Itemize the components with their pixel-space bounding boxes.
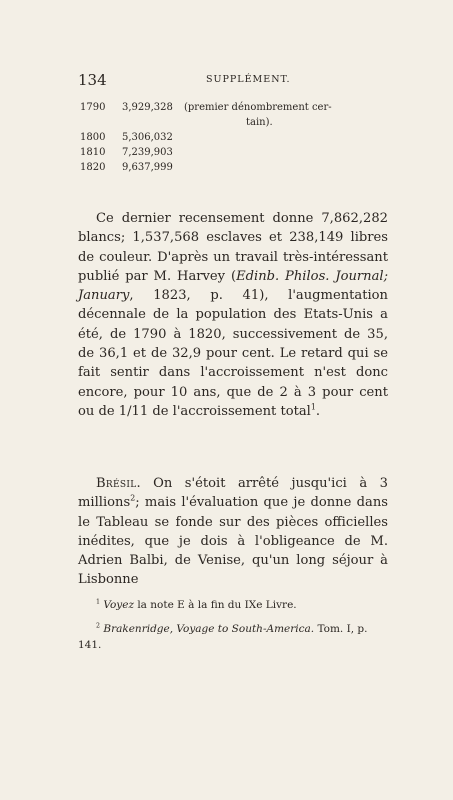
table-row [78, 115, 378, 130]
footnote-mark: 2 [96, 622, 101, 630]
footnote-text: la note E à la fin du IXe Livre. [133, 599, 297, 611]
value-cell: 7,239,903 [122, 147, 173, 158]
year-cell: 1810 [80, 147, 106, 158]
running-title: SUPPLÉMENT. [206, 74, 291, 85]
population-table [78, 100, 378, 175]
fraction: 1/11 [118, 403, 149, 419]
value-cell: 9,637,999 [122, 162, 173, 173]
footnote-italic: Brakenridge, Voyage to South-America. [103, 623, 315, 635]
page-number: 134 [78, 71, 107, 89]
year-cell: 1790 [80, 102, 106, 113]
table-row [78, 160, 378, 175]
paragraph-text: . [315, 403, 321, 419]
paragraph-text: , 1823, p. 41), l'augmentation décennale de la population des Etats-Unis a été, de 1790 à 1820, successivement de 35, de 36,1 et de 32,9 pour cent. Le retard qui se fait sentir dans l'accroissement n'est donc encore, pour 10 ans, que de 2 à 3 pour cent ou de [78, 288, 388, 419]
value-cell: 5,306,032 [122, 132, 173, 143]
page-header [78, 71, 388, 89]
paragraph-bresil [78, 474, 388, 590]
footnote-text: Tom. I, p. 141. [78, 623, 368, 651]
footnote-italic: Voyez [103, 599, 134, 611]
table-row [78, 130, 378, 145]
footnote-ref: 2 [130, 493, 136, 503]
paragraph-census [78, 209, 388, 421]
paragraph-text: Ce dernier recensement donne 7,862,282 blancs; 1,537,568 esclaves et 238,149 libres de couleur. D'après un travail très-intéressant publié par M. Harvey ( [78, 211, 388, 284]
footnote-mark: 1 [96, 598, 101, 606]
note-cell: (premier dénombrement cer- [184, 102, 332, 113]
paragraph-text: de l'accroissement total [148, 403, 311, 419]
paragraph-text: ; mais l'évaluation que je donne dans le Tableau se fonde sur des pièces officielles inédites, que je dois à l'obligeance de M. Adrien Balbi, de Venise, qu'un long séjour à Lisbonne [78, 495, 388, 588]
note-cell: tain). [246, 117, 273, 128]
table-row [78, 145, 378, 160]
year-cell: 1820 [80, 162, 106, 173]
journal-title: Edinb. Philos. Journal; January [78, 268, 389, 304]
year-cell: 1800 [80, 132, 106, 143]
value-cell: 3,929,328 [122, 102, 173, 113]
paragraph-text: . On s'étoit arrêté jusqu'ici à 3 millions [78, 476, 388, 511]
footnote [78, 621, 388, 653]
section-lead: Brésil [96, 476, 137, 491]
footnote-ref: 1 [310, 402, 316, 412]
table-row [78, 100, 378, 115]
footnote [78, 597, 388, 613]
